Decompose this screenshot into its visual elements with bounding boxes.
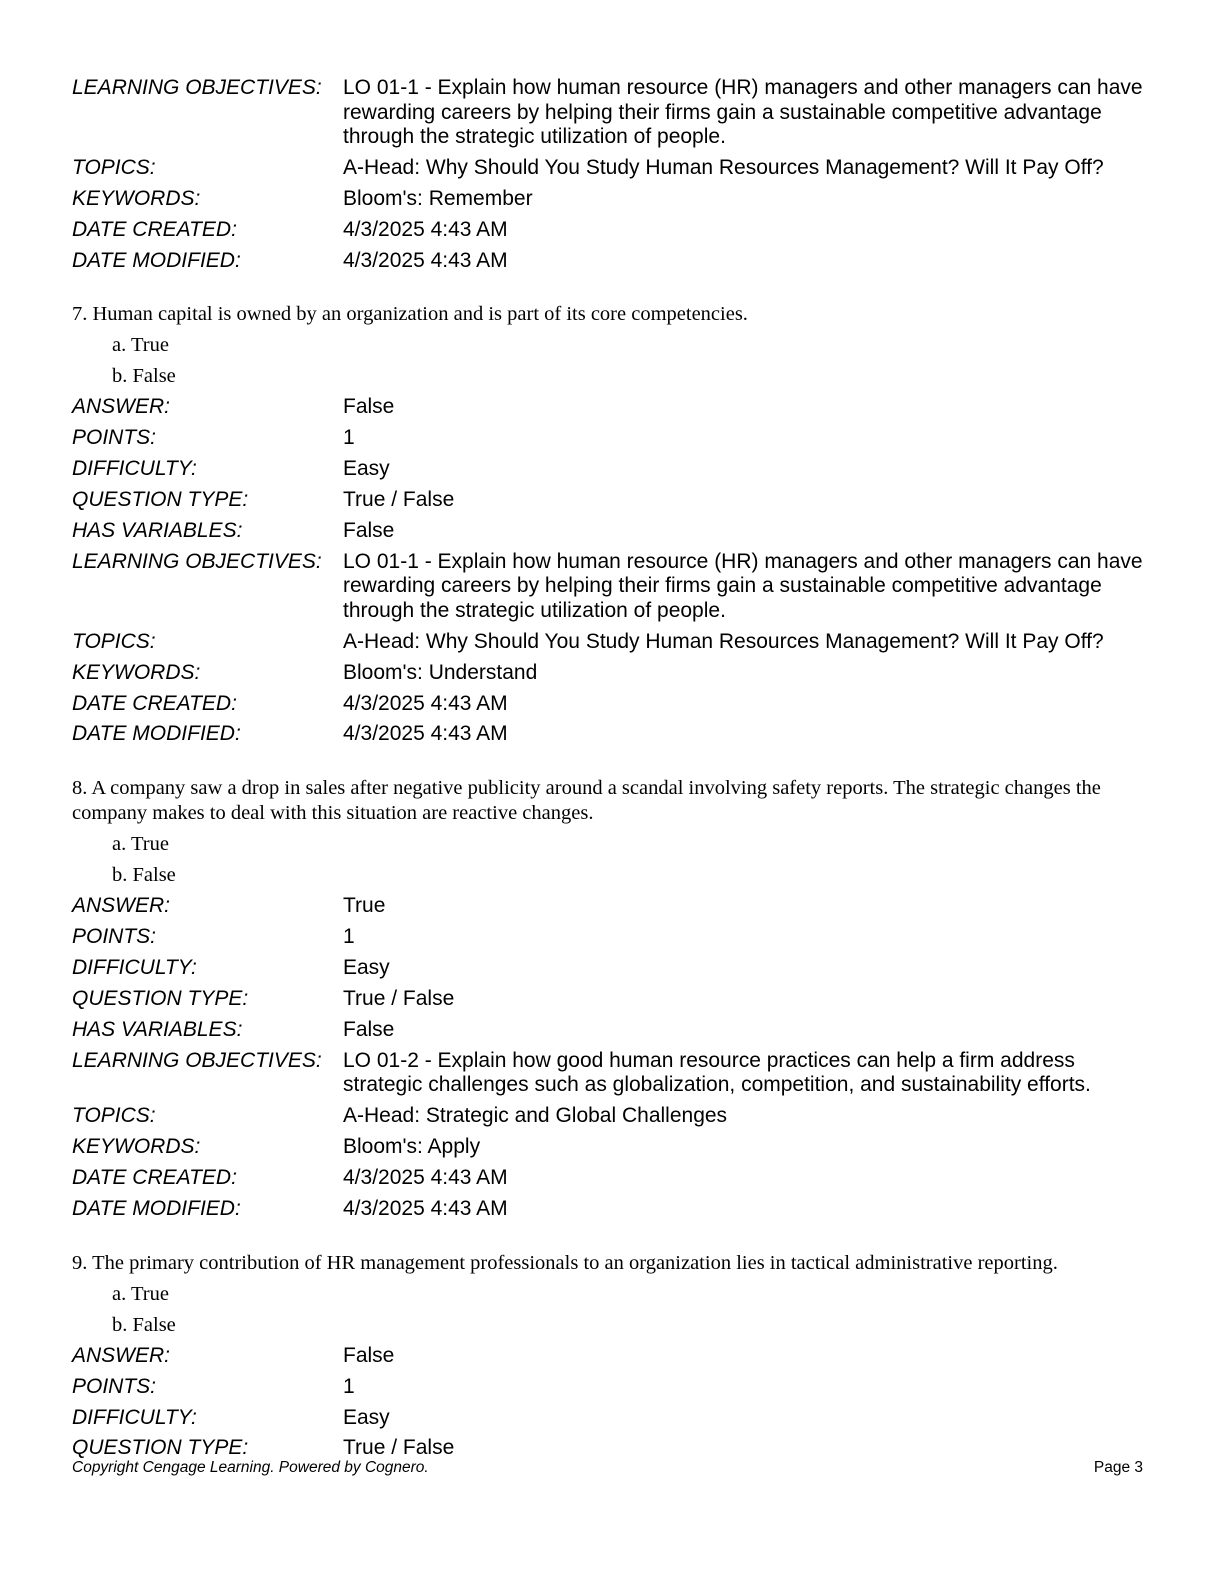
question-text: 7. Human capital is owned by an organization and is part of its core competencies. xyxy=(72,303,748,326)
metadata-key: DATE MODIFIED: xyxy=(72,248,241,272)
metadata-key: POINTS: xyxy=(72,426,157,450)
metadata-row xyxy=(72,627,1152,658)
answer-option: a. True xyxy=(112,334,169,357)
metadata-key: POINTS: xyxy=(72,925,157,949)
metadata-row xyxy=(72,215,1152,246)
metadata-row xyxy=(72,1341,1152,1372)
metadata-key: ANSWER: xyxy=(72,1343,171,1367)
metadata-value: False xyxy=(343,1343,395,1367)
metadata-value: True / False xyxy=(343,1436,455,1460)
metadata-value: LO 01-1 - Explain how human resource (HR) managers and other managers can have rewarding careers by helping their firms gain a sustainable competitive advantage through the strategic utilization of people. xyxy=(343,549,1143,622)
metadata-row xyxy=(72,1372,1152,1403)
metadata-value: False xyxy=(343,395,395,419)
metadata-value: True / False xyxy=(343,987,455,1011)
metadata-value: 1 xyxy=(343,1374,355,1398)
metadata-key: POINTS: xyxy=(72,1374,157,1398)
metadata-row xyxy=(72,1101,1152,1132)
metadata-row xyxy=(72,1194,1152,1225)
metadata-key: DIFFICULTY: xyxy=(72,457,197,481)
metadata-row xyxy=(72,1403,1152,1434)
metadata-key: QUESTION TYPE: xyxy=(72,1436,249,1460)
metadata-table xyxy=(72,891,1152,1224)
metadata-row xyxy=(72,922,1152,953)
answer-option: b. False xyxy=(112,864,176,887)
metadata-key: ANSWER: xyxy=(72,395,171,419)
question-text: 9. The primary contribution of HR management professionals to an organization lies in tactical administrative reporting. xyxy=(72,1251,1058,1274)
metadata-value: True / False xyxy=(343,488,455,512)
metadata-row xyxy=(72,423,1152,454)
metadata-key: KEYWORDS: xyxy=(72,186,201,210)
metadata-key: DATE CREATED: xyxy=(72,217,237,241)
metadata-key: QUESTION TYPE: xyxy=(72,987,249,1011)
metadata-value: Bloom's: Understand xyxy=(343,660,538,684)
metadata-row xyxy=(72,454,1152,485)
metadata-key: TOPICS: xyxy=(72,629,156,653)
metadata-table xyxy=(72,73,1152,276)
page-footer xyxy=(72,1459,1143,1477)
metadata-key: DIFFICULTY: xyxy=(72,1405,197,1429)
metadata-value: 4/3/2025 4:43 AM xyxy=(343,248,508,272)
metadata-row xyxy=(72,1132,1152,1163)
metadata-value: 4/3/2025 4:43 AM xyxy=(343,1196,508,1220)
question-block xyxy=(72,302,1152,750)
metadata-table xyxy=(72,392,1152,750)
answer-option: b. False xyxy=(112,1313,176,1336)
answer-option: a. True xyxy=(112,1282,169,1305)
metadata-key: KEYWORDS: xyxy=(72,660,201,684)
metadata-key: KEYWORDS: xyxy=(72,1135,201,1159)
metadata-row xyxy=(72,392,1152,423)
metadata-value: 4/3/2025 4:43 AM xyxy=(343,691,508,715)
metadata-value: False xyxy=(343,519,395,543)
metadata-value: 1 xyxy=(343,426,355,450)
question-block xyxy=(72,776,1152,1224)
question-block xyxy=(72,1251,1152,1465)
metadata-row xyxy=(72,891,1152,922)
metadata-key: HAS VARIABLES: xyxy=(72,1017,243,1041)
metadata-row xyxy=(72,1163,1152,1194)
metadata-value: Bloom's: Remember xyxy=(343,186,533,210)
metadata-key: DATE MODIFIED: xyxy=(72,722,241,746)
metadata-value: LO 01-1 - Explain how human resource (HR) managers and other managers can have rewarding careers by helping their firms gain a sustainable competitive advantage through the strategic utilization of people. xyxy=(343,76,1143,148)
metadata-value: Easy xyxy=(343,457,390,481)
metadata-row xyxy=(72,984,1152,1015)
metadata-value: Easy xyxy=(343,956,390,980)
metadata-row xyxy=(72,246,1152,277)
metadata-row xyxy=(72,1015,1152,1046)
question-text: 8. A company saw a drop in sales after negative publicity around a scandal involving safety reports. The strategic changes the company makes to deal with this situation are reactive changes. xyxy=(72,777,1101,825)
metadata-value: 4/3/2025 4:43 AM xyxy=(343,1165,508,1189)
metadata-key: ANSWER: xyxy=(72,894,171,918)
metadata-value: 4/3/2025 4:43 AM xyxy=(343,217,508,241)
metadata-value: A-Head: Why Should You Study Human Resources Management? Will It Pay Off? xyxy=(343,155,1104,179)
metadata-key: LEARNING OBJECTIVES: xyxy=(72,76,322,99)
metadata-value: True xyxy=(343,894,386,918)
metadata-value: A-Head: Why Should You Study Human Resources Management? Will It Pay Off? xyxy=(343,629,1104,653)
metadata-key: LEARNING OBJECTIVES: xyxy=(72,1048,322,1072)
metadata-key: DIFFICULTY: xyxy=(72,956,197,980)
metadata-key: DATE MODIFIED: xyxy=(72,1196,241,1220)
metadata-row xyxy=(72,485,1152,516)
metadata-value: False xyxy=(343,1017,395,1041)
metadata-value: LO 01-2 - Explain how good human resource practices can help a firm address strategic challenges such as globalization, competition, and sustainability efforts. xyxy=(343,1048,1091,1097)
metadata-row xyxy=(72,689,1152,720)
metadata-key: QUESTION TYPE: xyxy=(72,488,249,512)
metadata-row xyxy=(72,516,1152,547)
page-content xyxy=(72,73,1152,1464)
copyright-text: Copyright Cengage Learning. Powered by Cognero. xyxy=(72,1459,429,1476)
metadata-row xyxy=(72,658,1152,689)
metadata-value: 1 xyxy=(343,925,355,949)
answer-option: b. False xyxy=(112,365,176,388)
metadata-row xyxy=(72,1046,1152,1101)
metadata-row xyxy=(72,184,1152,215)
metadata-row xyxy=(72,953,1152,984)
metadata-row xyxy=(72,547,1152,627)
metadata-key: DATE CREATED: xyxy=(72,1165,237,1189)
metadata-row xyxy=(72,719,1152,750)
metadata-value: Easy xyxy=(343,1405,390,1429)
metadata-key: LEARNING OBJECTIVES: xyxy=(72,549,322,573)
metadata-value: A-Head: Strategic and Global Challenges xyxy=(343,1104,728,1128)
metadata-key: DATE CREATED: xyxy=(72,691,237,715)
metadata-row xyxy=(72,153,1152,184)
metadata-value: 4/3/2025 4:43 AM xyxy=(343,722,508,746)
metadata-row xyxy=(72,73,1152,153)
metadata-key: TOPICS: xyxy=(72,155,156,179)
metadata-key: TOPICS: xyxy=(72,1104,156,1128)
metadata-value: Bloom's: Apply xyxy=(343,1135,481,1159)
metadata-key: HAS VARIABLES: xyxy=(72,519,243,543)
metadata-table xyxy=(72,1341,1152,1465)
answer-option: a. True xyxy=(112,833,169,856)
page-number: Page 3 xyxy=(1093,1459,1143,1476)
